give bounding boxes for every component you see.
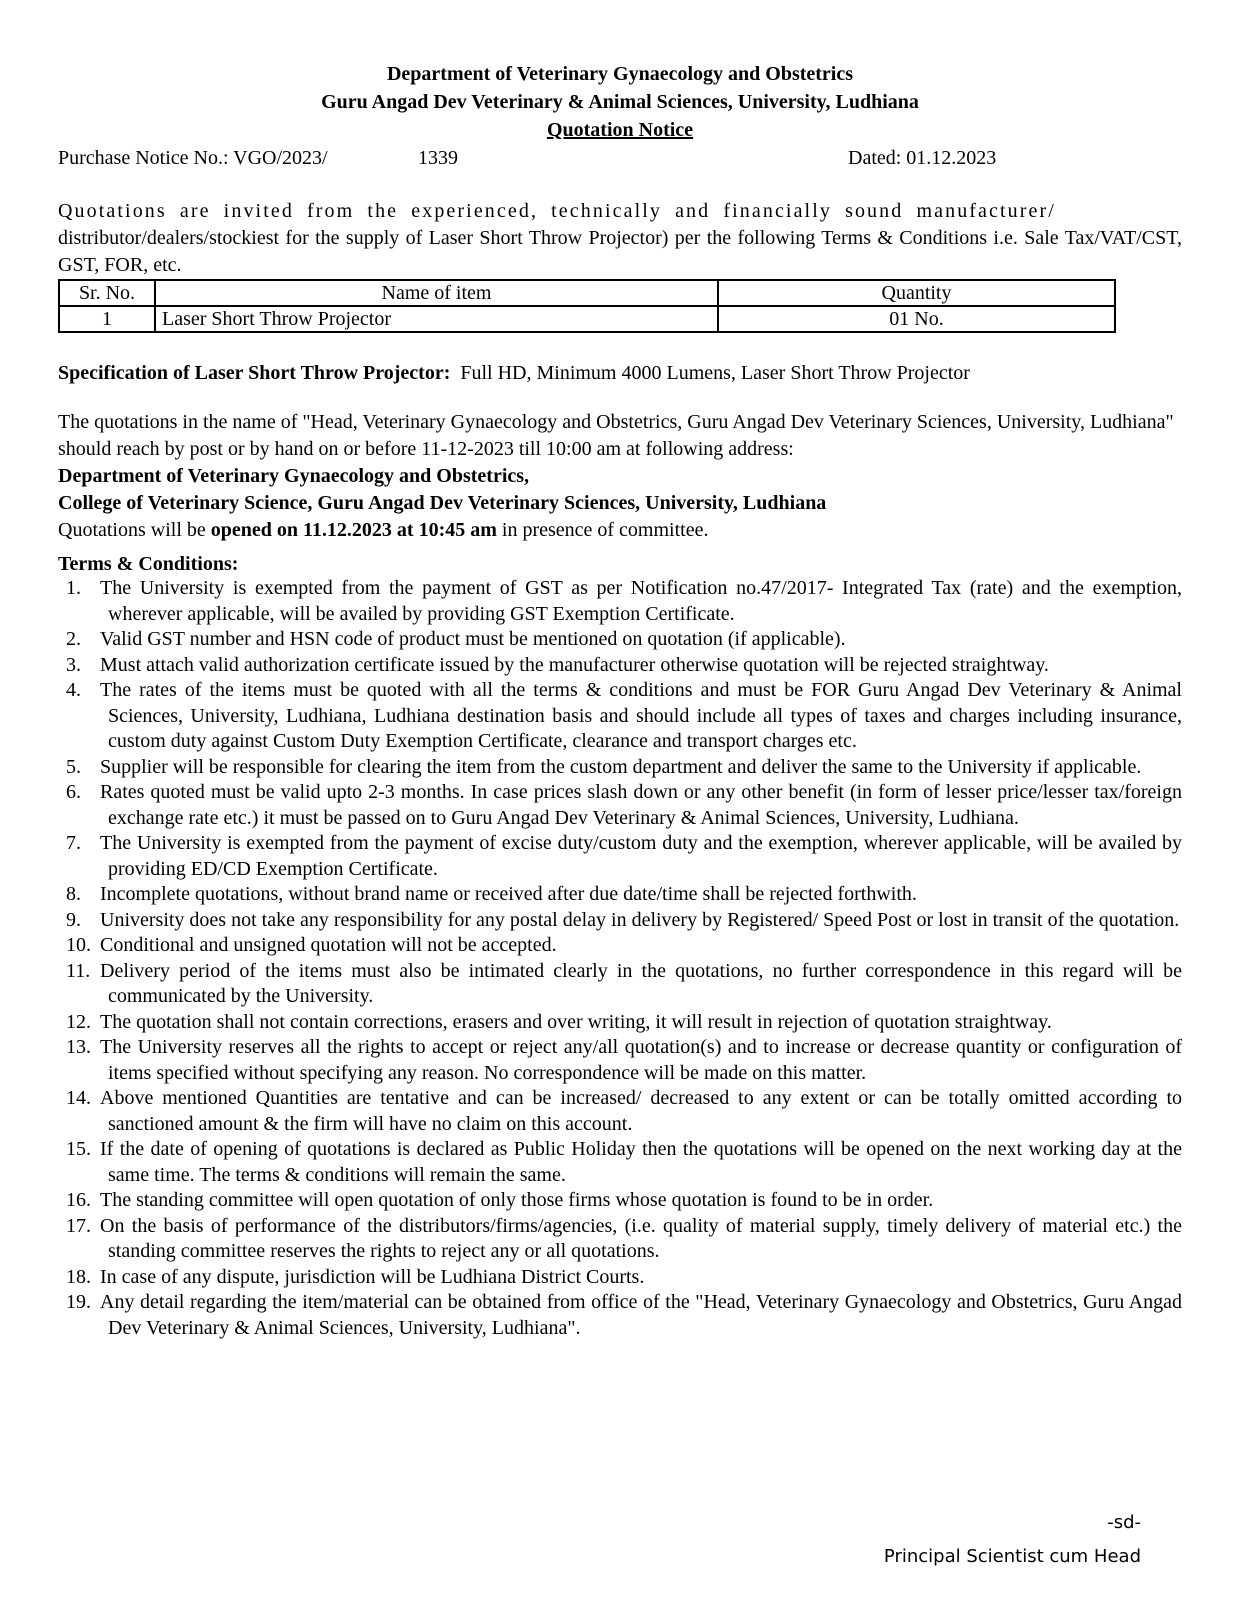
submission-paragraph xyxy=(58,409,1182,544)
term-number: 17. xyxy=(66,1214,91,1237)
cell-sr-no: 1 xyxy=(59,306,155,332)
opening-post: in presence of committee. xyxy=(501,519,709,541)
term-number: 2. xyxy=(66,628,81,650)
term-text: The quotation shall not contain corrections, erasers and over writing, it will result in rejection of quotation straightway. xyxy=(100,1010,1052,1033)
term-text: On the basis of performance of the distributors/firms/agencies, (i.e. quality of material supply, timely delivery of material etc.) the standing committee reserves the rights to reject any or all quotations. xyxy=(100,1214,1182,1262)
list-item xyxy=(58,1137,1182,1188)
department-heading: Department of Veterinary Gynaecology and Obstetrics xyxy=(386,63,854,85)
opening-date: opened on 11.12.2023 at 10:45 am xyxy=(210,519,497,541)
cell-quantity: 01 No. xyxy=(718,306,1115,332)
term-text: If the date of opening of quotations is declared as Public Holiday then the quotations will be opened on the next working day at the same time. The terms & conditions will remain the same. xyxy=(100,1138,1182,1186)
term-number: 14. xyxy=(66,1087,91,1109)
notice-line xyxy=(58,144,1182,172)
term-text: The University is exempted from the payment of GST as per Notification no.47/2017- Integrated Tax (rate) and the exemption, wherever applicable, will be availed by providing GST Exemption Certificate. xyxy=(100,577,1182,625)
list-item xyxy=(58,780,1182,831)
specification-label: Specification of Laser Short Throw Projector: xyxy=(58,362,451,384)
signature-title: Principal Scientist cum Head xyxy=(883,1546,1141,1567)
term-number: 3. xyxy=(66,653,81,676)
term-number: 18. xyxy=(66,1265,91,1288)
submission-text: The quotations in the name of "Head, Veterinary Gynaecology and Obstetrics, Guru Angad Dev Veterinary Sciences, University, Ludhiana" should reach by post or by hand on or before 11-12-2023 till 10:00 am at following address: xyxy=(58,411,1174,460)
list-item xyxy=(58,908,1182,934)
page-title: Quotation Notice xyxy=(546,119,694,141)
column-header-name: Name of item xyxy=(155,280,718,306)
column-header-quantity: Quantity xyxy=(718,280,1115,306)
term-text: The University reserves all the rights to accept or reject any/all quotation(s) and to increase or decrease quantity or configuration of items specified without specifying any reason. No correspondence will be made on this matter. xyxy=(100,1036,1182,1084)
opening-pre: Quotations will be xyxy=(58,519,206,541)
terms-list xyxy=(58,576,1182,1341)
term-text: Valid GST number and HSN code of product must be mentioned on quotation (if applicable). xyxy=(100,628,846,650)
list-item xyxy=(58,678,1182,755)
list-item xyxy=(58,627,1182,653)
address-line-2: College of Veterinary Science, Guru Angad Dev Veterinary Sciences, University, Ludhiana xyxy=(58,492,827,514)
signature-sd: -sd- xyxy=(1107,1512,1141,1533)
term-text: Must attach valid authorization certificate issued by the manufacturer otherwise quotation will be rejected straightway. xyxy=(100,653,1049,676)
term-text: Incomplete quotations, without brand name or received after due date/time shall be rejected forthwith. xyxy=(100,883,917,905)
term-number: 8. xyxy=(66,883,81,905)
list-item xyxy=(58,933,1182,959)
cell-item-name: Laser Short Throw Projector xyxy=(155,306,718,332)
list-item xyxy=(58,1214,1182,1265)
intro-paragraph xyxy=(58,198,1182,279)
term-number: 9. xyxy=(66,908,81,931)
term-number: 11. xyxy=(66,959,91,982)
terms-heading: Terms & Conditions: xyxy=(58,553,239,575)
term-number: 19. xyxy=(66,1291,91,1313)
list-item xyxy=(58,653,1182,679)
term-number: 7. xyxy=(66,832,81,854)
term-number: 13. xyxy=(66,1036,91,1058)
term-text: The rates of the items must be quoted with all the terms & conditions and must be FOR Guru Angad Dev Veterinary & Animal Sciences, University, Ludhiana, Ludhiana destination basis and should include all types of taxes and charges including insurance, custom duty against Custom Duty Exemption Certificate, clearance and transport charges etc. xyxy=(100,679,1182,752)
term-text: Supplier will be responsible for clearing the item from the custom department and deliver the same to the University if applicable. xyxy=(100,755,1142,778)
term-text: University does not take any responsibility for any postal delay in delivery by Registered/ Speed Post or lost in transit of the quotation. xyxy=(100,908,1180,931)
term-text: The standing committee will open quotation of only those firms whose quotation is found to be in order. xyxy=(100,1189,934,1211)
list-item xyxy=(58,1035,1182,1086)
term-text: The University is exempted from the payment of excise duty/custom duty and the exemption, wherever applicable, will be availed by providing ED/CD Exemption Certificate. xyxy=(100,832,1182,880)
term-text: Any detail regarding the item/material can be obtained from office of the "Head, Veterinary Gynaecology and Obstetrics, Guru Angad Dev Veterinary & Animal Sciences, University, Ludhiana". xyxy=(100,1291,1182,1339)
specification xyxy=(58,359,1182,387)
column-header-sr-no: Sr. No. xyxy=(59,280,155,306)
list-item xyxy=(58,576,1182,627)
term-text: Delivery period of the items must also be intimated clearly in the quotations, no further correspondence in this regard will be communicated by the University. xyxy=(100,959,1182,1007)
intro-line-1: Quotations are invited from the experienced, technically and financially sound manufacturer/ xyxy=(58,200,1056,222)
term-number: 15. xyxy=(66,1138,91,1160)
list-item xyxy=(58,1290,1182,1341)
term-number: 5. xyxy=(66,755,81,778)
term-text: Conditional and unsigned quotation will not be accepted. xyxy=(100,934,557,956)
list-item xyxy=(58,1265,1182,1291)
term-text: In case of any dispute, jurisdiction will be Ludhiana District Courts. xyxy=(100,1265,645,1288)
address-line-1: Department of Veterinary Gynaecology and Obstetrics, xyxy=(58,465,530,487)
list-item xyxy=(58,755,1182,781)
term-number: 12. xyxy=(66,1010,91,1033)
specification-text: Full HD, Minimum 4000 Lumens, Laser Short Throw Projector xyxy=(460,362,970,384)
table-row xyxy=(59,306,1115,332)
list-item xyxy=(58,831,1182,882)
opening-line xyxy=(58,517,1182,544)
university-heading: Guru Angad Dev Veterinary & Animal Sciences, University, Ludhiana xyxy=(321,91,919,113)
list-item xyxy=(58,1086,1182,1137)
purchase-notice-label: Purchase Notice No.: VGO/2023/ xyxy=(58,147,328,169)
list-item xyxy=(58,882,1182,908)
term-number: 10. xyxy=(66,934,91,956)
term-text: Above mentioned Quantities are tentative and can be increased/ decreased to any extent or can be totally omitted according to sanctioned amount & the firm will have no claim on this account. xyxy=(100,1087,1182,1135)
list-item xyxy=(58,1188,1182,1214)
intro-rest: distributor/dealers/stockiest for the supply of Laser Short Throw Projector) per the following Terms & Conditions i.e. Sale Tax/VAT/CST, GST, FOR, etc. xyxy=(58,227,1182,276)
items-table xyxy=(58,279,1116,333)
term-number: 4. xyxy=(66,679,81,701)
term-number: 6. xyxy=(66,781,81,803)
notice-date: Dated: 01.12.2023 xyxy=(848,147,997,169)
list-item xyxy=(58,959,1182,1010)
purchase-notice-number: 1339 xyxy=(418,147,458,169)
document-page xyxy=(58,60,1182,1341)
table-header-row xyxy=(59,280,1115,306)
term-text: Rates quoted must be valid upto 2-3 months. In case prices slash down or any other benefit (in form of lesser price/lesser tax/foreign exchange rate etc.) it must be passed on to Guru Angad Dev Veterinary & Animal Sciences, University, Ludhiana. xyxy=(100,781,1182,829)
list-item xyxy=(58,1010,1182,1036)
term-number: 16. xyxy=(66,1189,91,1211)
term-number: 1. xyxy=(66,577,81,599)
